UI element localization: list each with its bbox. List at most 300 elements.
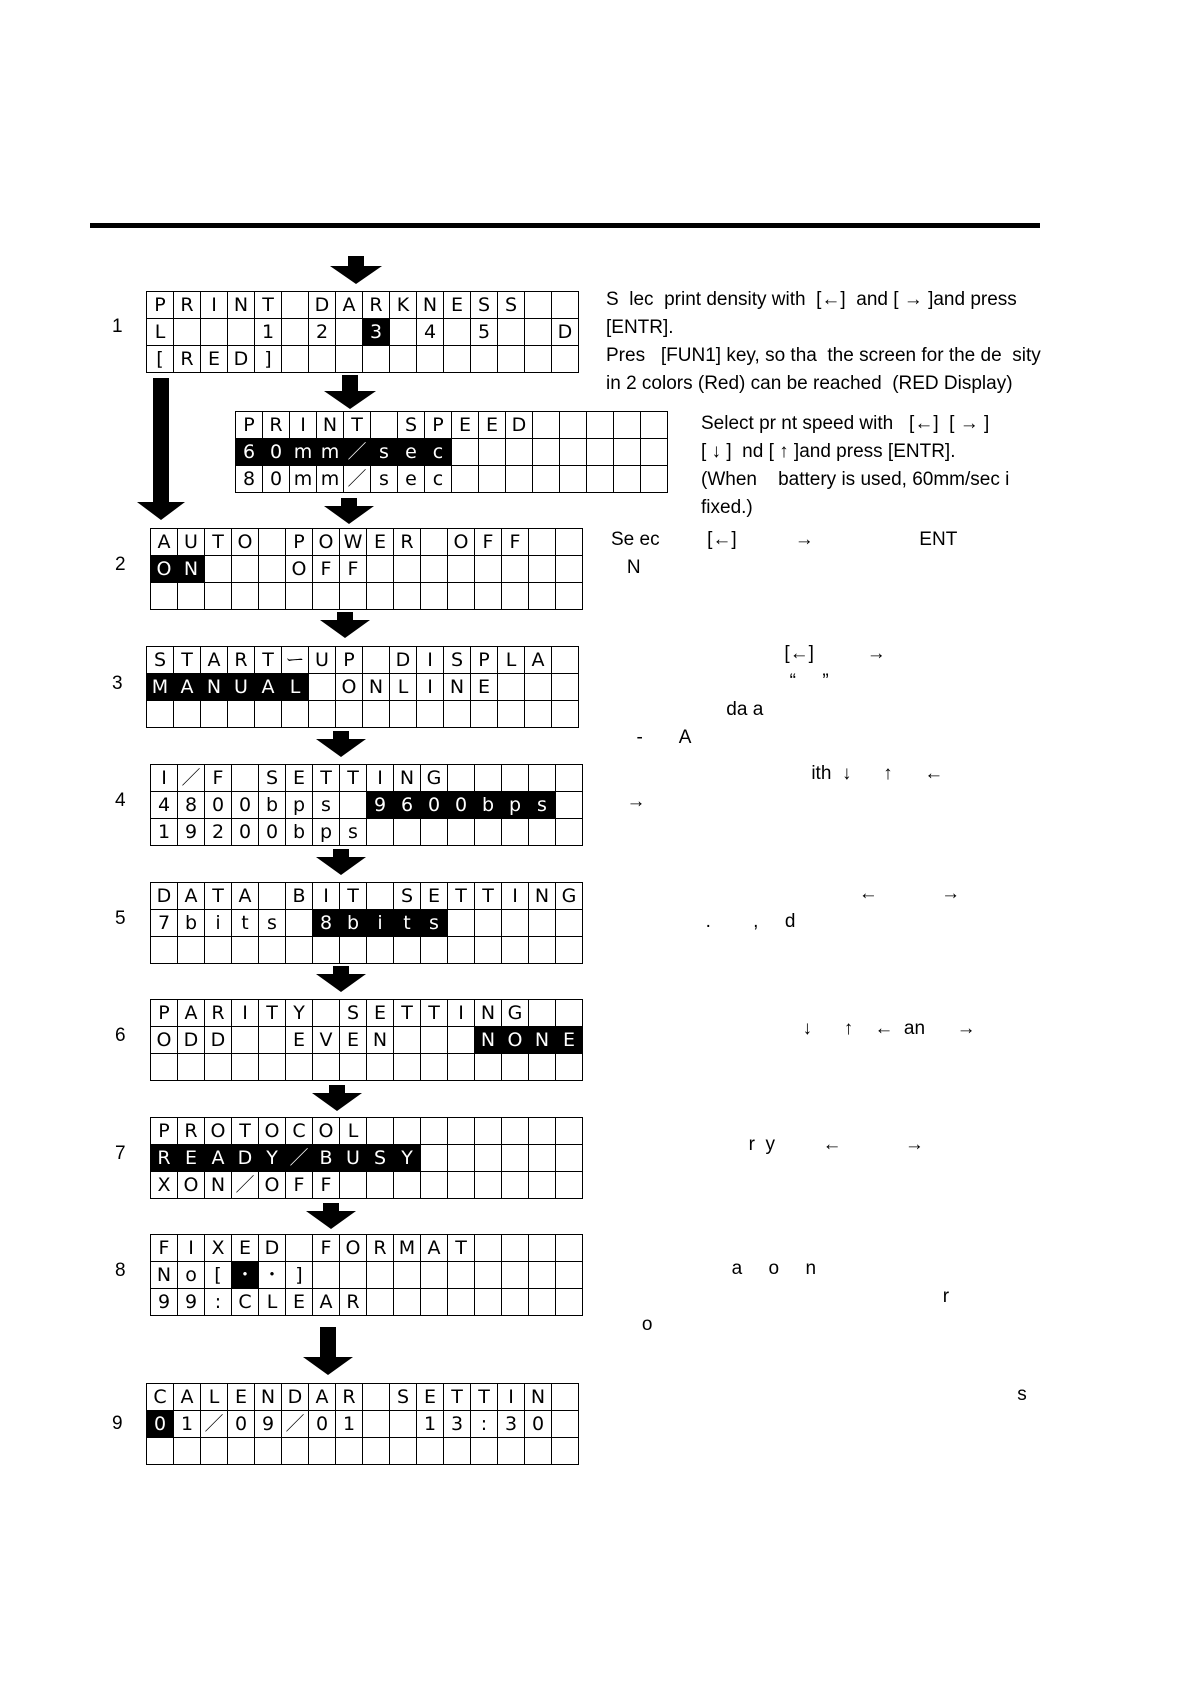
lcd-cell: Y — [394, 1145, 421, 1172]
lcd-cell: A — [174, 1384, 201, 1411]
lcd-cell — [151, 1054, 178, 1081]
lcd-cell: ／ — [201, 1411, 228, 1438]
lcd-cell: P — [471, 647, 498, 674]
lcd-cell: N — [367, 1027, 394, 1054]
lcd-cell: O — [313, 529, 340, 556]
lcd-cell — [475, 583, 502, 610]
lcd-cell — [363, 701, 390, 728]
lcd-cell: N — [255, 1384, 282, 1411]
lcd-cell: R — [151, 1145, 178, 1172]
lcd-cell: A — [313, 1289, 340, 1316]
lcd-cell: : — [205, 1289, 232, 1316]
lcd-cell: F — [151, 1235, 178, 1262]
lcd-cell: ・ — [232, 1262, 259, 1289]
lcd-cell — [259, 583, 286, 610]
lcd-cell: A — [201, 647, 228, 674]
lcd-cell — [205, 937, 232, 964]
description-parity-setting: ↓ ↑ ← an → — [660, 1018, 976, 1039]
lcd-cell — [448, 556, 475, 583]
flow-arrow-down-icon — [306, 1203, 356, 1229]
lcd-cell — [286, 583, 313, 610]
lcd-cell: P — [151, 1118, 178, 1145]
description-auto-power-off: Se ec [←] → ENT N — [611, 529, 958, 578]
lcd-cell: C — [286, 1118, 313, 1145]
lcd-cell: 0 — [263, 466, 290, 493]
flow-arrow-down-icon — [303, 1327, 353, 1375]
lcd-calendar-setting — [146, 1383, 579, 1465]
lcd-cell: D — [178, 1027, 205, 1054]
lcd-cell — [313, 1054, 340, 1081]
lcd-row — [147, 346, 579, 373]
lcd-cell — [178, 1054, 205, 1081]
lcd-cell: D — [228, 346, 255, 373]
lcd-cell: F — [340, 556, 367, 583]
lcd-cell: O — [336, 674, 363, 701]
lcd-cell — [421, 1145, 448, 1172]
lcd-cell — [525, 292, 552, 319]
lcd-cell — [340, 1262, 367, 1289]
lcd-cell: P — [336, 647, 363, 674]
lcd-cell: ー — [282, 647, 309, 674]
lcd-cell: Y — [286, 1000, 313, 1027]
lcd-cell — [475, 910, 502, 937]
lcd-cell — [394, 1054, 421, 1081]
lcd-cell: 0 — [448, 792, 475, 819]
lcd-cell — [313, 1000, 340, 1027]
lcd-cell — [448, 1172, 475, 1199]
lcd-cell: C — [147, 1384, 174, 1411]
lcd-row — [151, 583, 583, 610]
lcd-cell — [286, 937, 313, 964]
lcd-cell — [259, 883, 286, 910]
lcd-cell — [282, 292, 309, 319]
lcd-cell — [286, 1054, 313, 1081]
lcd-cell: S — [471, 292, 498, 319]
lcd-cell — [641, 466, 668, 493]
description-print-speed: Select pr nt speed with [←] [ → ] [ ↓ ] nd [ ↑ ]and press [ENTR]. (When battery is used, 60mm/sec i fixed.) — [701, 413, 1010, 518]
header-rule — [90, 223, 1040, 228]
step-number-7: 7 — [115, 1143, 126, 1164]
lcd-cell: M — [394, 1235, 421, 1262]
lcd-cell: D — [282, 1384, 309, 1411]
lcd-cell: I — [417, 647, 444, 674]
lcd-cell — [394, 937, 421, 964]
lcd-cell: 3 — [363, 319, 390, 346]
lcd-cell — [421, 529, 448, 556]
lcd-cell: I — [232, 1000, 259, 1027]
lcd-cell: I — [367, 765, 394, 792]
lcd-cell — [448, 1118, 475, 1145]
lcd-cell — [201, 1438, 228, 1465]
lcd-cell: S — [498, 292, 525, 319]
lcd-cell — [421, 1054, 448, 1081]
lcd-cell — [529, 1172, 556, 1199]
lcd-cell: ／ — [344, 466, 371, 493]
lcd-cell: ] — [255, 346, 282, 373]
step-number-5: 5 — [115, 908, 126, 929]
lcd-cell: 7 — [151, 910, 178, 937]
lcd-cell — [367, 583, 394, 610]
lcd-cell — [529, 910, 556, 937]
lcd-cell: T — [205, 883, 232, 910]
lcd-cell — [309, 346, 336, 373]
lcd-cell: O — [259, 1118, 286, 1145]
lcd-cell — [282, 701, 309, 728]
lcd-cell — [475, 1172, 502, 1199]
lcd-cell: m — [317, 439, 344, 466]
lcd-cell — [475, 1118, 502, 1145]
lcd-cell — [498, 1438, 525, 1465]
lcd-cell: E — [417, 1384, 444, 1411]
lcd-cell — [363, 1411, 390, 1438]
lcd-cell: T — [174, 647, 201, 674]
lcd-cell — [421, 1118, 448, 1145]
lcd-cell — [533, 412, 560, 439]
lcd-cell: 9 — [367, 792, 394, 819]
lcd-cell — [533, 466, 560, 493]
description-protocol: r y ← → — [680, 1134, 924, 1155]
lcd-cell: c — [425, 439, 452, 466]
lcd-cell — [448, 1262, 475, 1289]
lcd-cell — [147, 701, 174, 728]
lcd-cell: ／ — [282, 1411, 309, 1438]
lcd-cell: ／ — [344, 439, 371, 466]
lcd-cell — [448, 1145, 475, 1172]
lcd-row — [151, 792, 583, 819]
lcd-cell — [232, 1054, 259, 1081]
lcd-cell: 4 — [417, 319, 444, 346]
lcd-cell — [174, 1438, 201, 1465]
lcd-cell — [255, 701, 282, 728]
lcd-cell — [151, 937, 178, 964]
lcd-cell — [560, 412, 587, 439]
lcd-cell — [255, 1438, 282, 1465]
lcd-cell: S — [340, 1000, 367, 1027]
lcd-cell: I — [178, 1235, 205, 1262]
lcd-cell — [232, 556, 259, 583]
lcd-cell: 9 — [151, 1289, 178, 1316]
lcd-cell: m — [290, 439, 317, 466]
lcd-cell — [336, 701, 363, 728]
lcd-cell: E — [232, 1235, 259, 1262]
lcd-cell — [421, 937, 448, 964]
lcd-cell — [421, 1262, 448, 1289]
lcd-cell — [471, 346, 498, 373]
lcd-cell — [502, 937, 529, 964]
lcd-cell — [525, 1438, 552, 1465]
lcd-cell: 1 — [336, 1411, 363, 1438]
lcd-cell: E — [340, 1027, 367, 1054]
lcd-cell — [533, 439, 560, 466]
lcd-cell: T — [340, 765, 367, 792]
lcd-cell: N — [529, 883, 556, 910]
lcd-cell — [417, 1438, 444, 1465]
lcd-cell — [174, 701, 201, 728]
lcd-cell: T — [448, 1235, 475, 1262]
lcd-cell — [529, 1118, 556, 1145]
flow-arrow-down-icon — [320, 612, 370, 638]
lcd-row — [151, 1118, 583, 1145]
lcd-cell: E — [367, 1000, 394, 1027]
lcd-cell: T — [255, 647, 282, 674]
lcd-cell — [552, 1438, 579, 1465]
lcd-cell — [556, 1289, 583, 1316]
lcd-cell — [394, 1118, 421, 1145]
lcd-cell — [336, 346, 363, 373]
lcd-cell: O — [232, 529, 259, 556]
lcd-cell: R — [263, 412, 290, 439]
lcd-cell — [259, 529, 286, 556]
lcd-cell — [502, 819, 529, 846]
lcd-cell: O — [502, 1027, 529, 1054]
lcd-cell: L — [390, 674, 417, 701]
lcd-cell — [475, 1262, 502, 1289]
lcd-cell — [556, 937, 583, 964]
lcd-cell: A — [205, 1145, 232, 1172]
lcd-cell: I — [313, 883, 340, 910]
lcd-cell — [205, 1054, 232, 1081]
lcd-cell: S — [259, 765, 286, 792]
lcd-cell: E — [286, 1027, 313, 1054]
lcd-cell — [228, 701, 255, 728]
lcd-row — [151, 1027, 583, 1054]
lcd-cell — [498, 319, 525, 346]
lcd-cell: T — [394, 1000, 421, 1027]
lcd-cell — [390, 346, 417, 373]
lcd-cell: 1 — [174, 1411, 201, 1438]
description-print-darkness: S lec print density with [←] and [ → ]and press [ENTR]. Pres [FUN1] key, so tha the screen for the de sity in 2 colors (Red) can be reached (RED Display) — [606, 289, 1041, 394]
lcd-cell: 6 — [236, 439, 263, 466]
step-number-6: 6 — [115, 1025, 126, 1046]
lcd-cell: p — [286, 792, 313, 819]
lcd-cell — [587, 412, 614, 439]
lcd-cell: s — [313, 792, 340, 819]
lcd-cell: N — [475, 1027, 502, 1054]
lcd-cell: [ — [147, 346, 174, 373]
lcd-cell — [448, 765, 475, 792]
lcd-row — [236, 412, 668, 439]
lcd-cell: F — [475, 529, 502, 556]
lcd-cell — [421, 819, 448, 846]
lcd-cell — [556, 529, 583, 556]
lcd-cell — [614, 412, 641, 439]
lcd-cell — [525, 319, 552, 346]
lcd-cell — [475, 937, 502, 964]
lcd-cell: e — [398, 466, 425, 493]
lcd-cell — [340, 1054, 367, 1081]
lcd-cell — [178, 583, 205, 610]
lcd-cell: i — [367, 910, 394, 937]
lcd-cell — [506, 466, 533, 493]
lcd-cell: P — [236, 412, 263, 439]
lcd-cell — [363, 346, 390, 373]
lcd-cell: T — [471, 1384, 498, 1411]
lcd-cell — [452, 439, 479, 466]
lcd-row — [151, 1054, 583, 1081]
lcd-cell — [475, 1054, 502, 1081]
lcd-cell: R — [394, 529, 421, 556]
lcd-cell: E — [471, 674, 498, 701]
lcd-cell — [529, 1262, 556, 1289]
lcd-cell — [340, 792, 367, 819]
lcd-cell: D — [232, 1145, 259, 1172]
lcd-cell — [282, 319, 309, 346]
lcd-cell — [394, 819, 421, 846]
lcd-cell: O — [151, 556, 178, 583]
lcd-cell: 0 — [259, 819, 286, 846]
lcd-cell: m — [317, 466, 344, 493]
lcd-cell — [444, 701, 471, 728]
lcd-cell — [363, 1384, 390, 1411]
lcd-cell: F — [502, 529, 529, 556]
lcd-cell: W — [340, 529, 367, 556]
lcd-cell — [232, 937, 259, 964]
lcd-cell — [421, 583, 448, 610]
lcd-cell — [556, 1054, 583, 1081]
lcd-cell — [502, 1235, 529, 1262]
lcd-cell — [367, 819, 394, 846]
lcd-cell — [556, 1235, 583, 1262]
lcd-row — [236, 439, 668, 466]
flow-arrow-down-icon — [316, 849, 366, 875]
lcd-row — [151, 765, 583, 792]
lcd-cell: A — [178, 883, 205, 910]
lcd-cell: T — [344, 412, 371, 439]
lcd-cell — [390, 319, 417, 346]
lcd-cell: P — [147, 292, 174, 319]
lcd-cell — [475, 765, 502, 792]
lcd-row — [151, 910, 583, 937]
lcd-cell — [502, 1054, 529, 1081]
lcd-cell: b — [475, 792, 502, 819]
description-start-up-display: [←] → “ ” da a - A — [636, 643, 886, 748]
lcd-cell — [367, 1118, 394, 1145]
lcd-cell: 1 — [151, 819, 178, 846]
lcd-cell — [529, 1000, 556, 1027]
lcd-cell: [ — [205, 1262, 232, 1289]
lcd-cell: s — [371, 439, 398, 466]
lcd-cell: R — [336, 1384, 363, 1411]
lcd-cell: O — [340, 1235, 367, 1262]
lcd-cell: 1 — [255, 319, 282, 346]
lcd-cell — [340, 937, 367, 964]
lcd-cell: Y — [259, 1145, 286, 1172]
lcd-cell: L — [498, 647, 525, 674]
lcd-cell — [529, 556, 556, 583]
lcd-cell — [390, 1411, 417, 1438]
lcd-cell — [421, 1027, 448, 1054]
description-if-setting: ith ↓ ↑ ← → — [626, 763, 944, 812]
lcd-cell: 2 — [309, 319, 336, 346]
lcd-cell — [390, 1438, 417, 1465]
lcd-cell: N — [363, 674, 390, 701]
lcd-cell: I — [151, 765, 178, 792]
lcd-cell — [641, 412, 668, 439]
lcd-cell — [286, 910, 313, 937]
lcd-cell — [371, 412, 398, 439]
lcd-cell: s — [421, 910, 448, 937]
lcd-cell: N — [205, 1172, 232, 1199]
lcd-cell — [552, 1411, 579, 1438]
lcd-cell: L — [340, 1118, 367, 1145]
step-number-9: 9 — [112, 1413, 123, 1434]
lcd-cell — [475, 819, 502, 846]
lcd-cell: 1 — [417, 1411, 444, 1438]
lcd-cell — [367, 937, 394, 964]
lcd-cell: t — [232, 910, 259, 937]
lcd-cell — [502, 1289, 529, 1316]
flow-arrow-down-icon — [324, 375, 376, 409]
lcd-cell — [313, 937, 340, 964]
lcd-cell — [502, 556, 529, 583]
lcd-cell: U — [340, 1145, 367, 1172]
lcd-cell: S — [367, 1145, 394, 1172]
lcd-cell — [340, 1172, 367, 1199]
lcd-cell — [367, 1054, 394, 1081]
lcd-cell — [448, 1027, 475, 1054]
lcd-cell — [452, 466, 479, 493]
lcd-cell: D — [552, 319, 579, 346]
lcd-cell — [367, 1289, 394, 1316]
lcd-cell — [502, 1118, 529, 1145]
lcd-row — [147, 319, 579, 346]
lcd-cell: ／ — [178, 765, 205, 792]
lcd-cell — [556, 1262, 583, 1289]
lcd-cell — [232, 583, 259, 610]
lcd-cell: A — [309, 1384, 336, 1411]
lcd-cell: T — [444, 1384, 471, 1411]
lcd-cell — [421, 1289, 448, 1316]
lcd-cell — [448, 1054, 475, 1081]
lcd-cell: E — [228, 1384, 255, 1411]
lcd-cell: N — [151, 1262, 178, 1289]
lcd-cell: M — [147, 674, 174, 701]
lcd-print-darkness — [146, 291, 579, 373]
lcd-cell — [529, 1289, 556, 1316]
lcd-print-speed — [235, 411, 668, 493]
lcd-cell: D — [390, 647, 417, 674]
lcd-cell: T — [313, 765, 340, 792]
lcd-cell — [394, 556, 421, 583]
flow-arrow-down-icon — [312, 1085, 362, 1111]
lcd-cell: S — [398, 412, 425, 439]
lcd-cell: N — [317, 412, 344, 439]
lcd-cell: 9 — [255, 1411, 282, 1438]
lcd-cell: T — [421, 1000, 448, 1027]
lcd-row — [151, 937, 583, 964]
lcd-cell: E — [178, 1145, 205, 1172]
lcd-cell: ／ — [232, 1172, 259, 1199]
lcd-row — [147, 292, 579, 319]
lcd-cell — [502, 1172, 529, 1199]
lcd-cell — [286, 1235, 313, 1262]
lcd-cell — [529, 765, 556, 792]
description-fixed-format: a o n r o — [641, 1258, 950, 1335]
lcd-cell — [309, 674, 336, 701]
lcd-cell — [313, 1262, 340, 1289]
lcd-cell: T — [448, 883, 475, 910]
lcd-cell: A — [525, 647, 552, 674]
lcd-cell — [560, 439, 587, 466]
lcd-cell: D — [259, 1235, 286, 1262]
lcd-cell — [313, 583, 340, 610]
lcd-cell — [336, 319, 363, 346]
lcd-cell — [614, 466, 641, 493]
lcd-row — [151, 1172, 583, 1199]
lcd-cell — [444, 346, 471, 373]
lcd-cell: K — [390, 292, 417, 319]
lcd-cell: T — [255, 292, 282, 319]
